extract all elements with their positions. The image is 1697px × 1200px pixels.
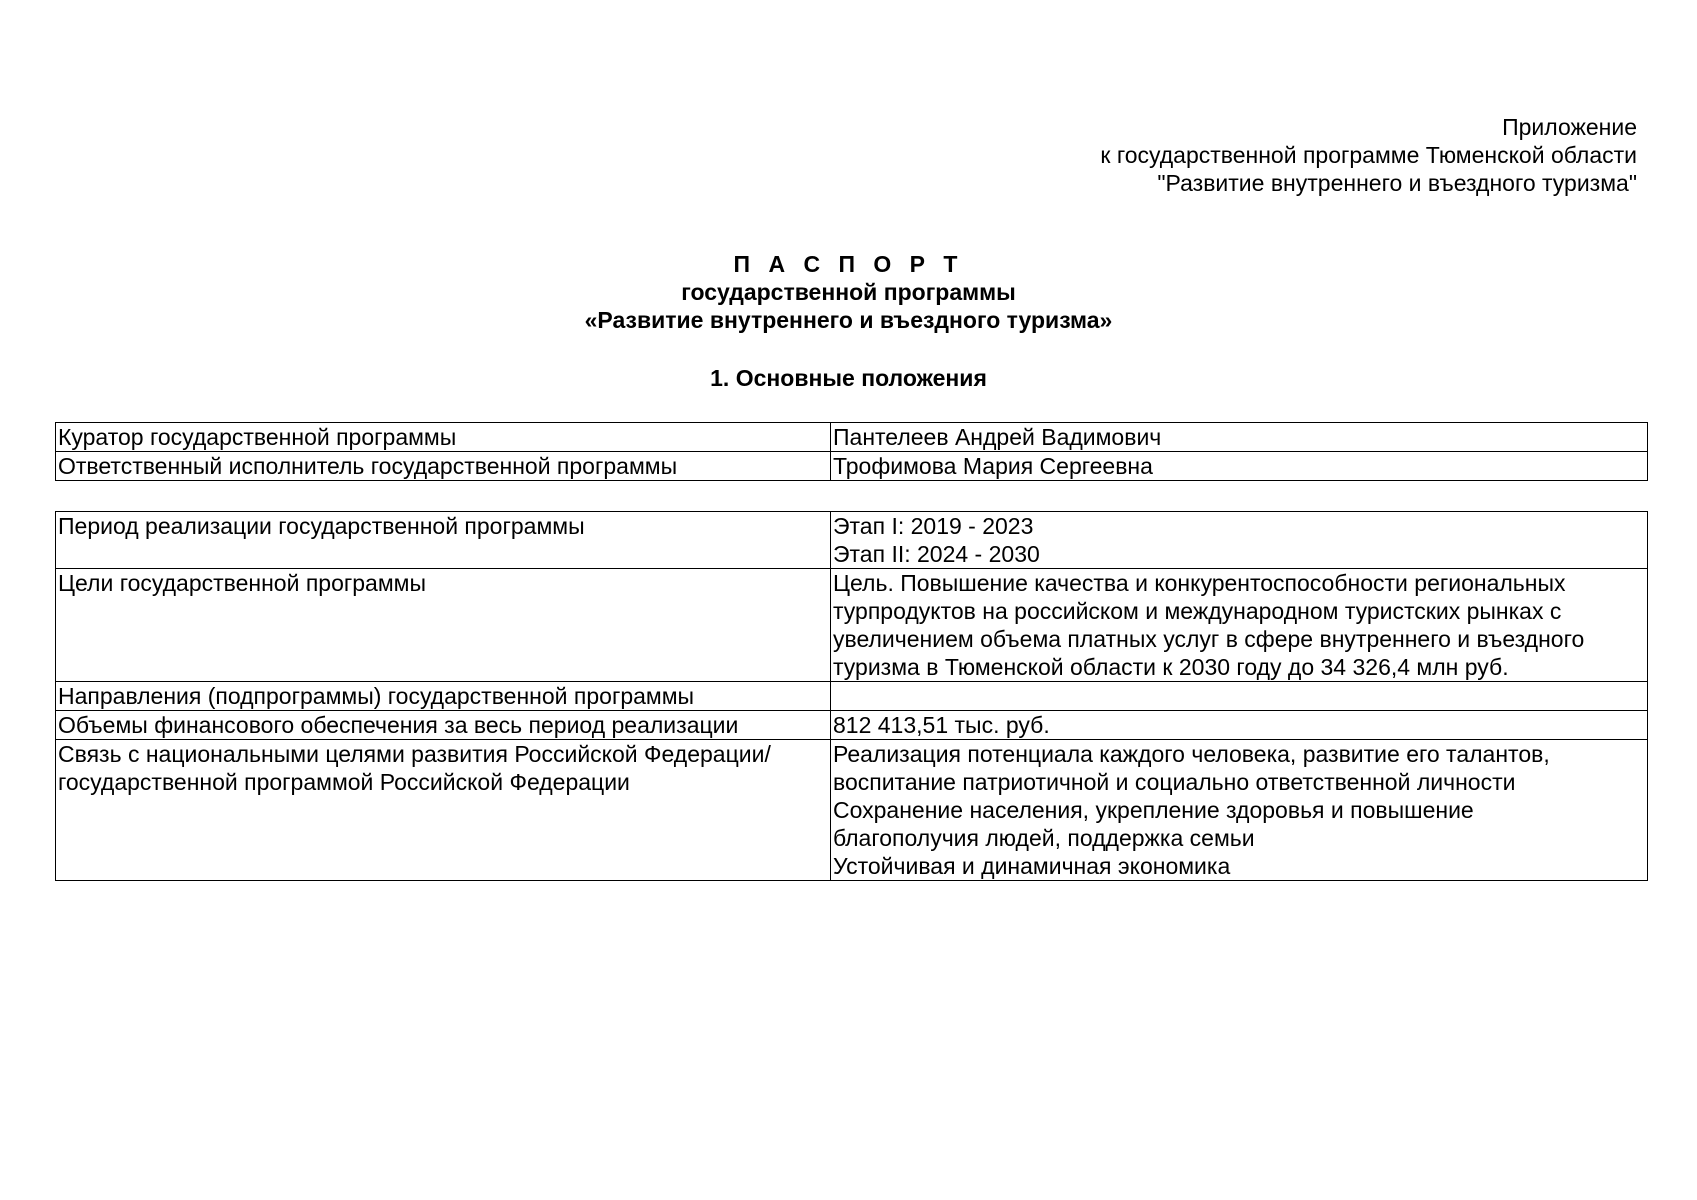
title-line-2: государственной программы — [681, 279, 1016, 305]
program-details-table — [55, 511, 1648, 881]
goals-value — [831, 569, 1648, 682]
executor-label: Ответственный исполнитель государственной программы — [56, 452, 831, 481]
responsible-persons-table — [55, 422, 1648, 481]
appendix-line-2: к государственной программе Тюменской области — [1100, 142, 1637, 168]
goals-label: Цели государственной программы — [56, 569, 831, 682]
national-goals-value-line: Устойчивая и динамичная экономика — [833, 853, 1231, 879]
funding-label: Объемы финансового обеспечения за весь период реализации — [56, 711, 831, 740]
title-line-1: П А С П О Р Т — [733, 251, 964, 277]
curator-label: Куратор государственной программы — [56, 423, 831, 452]
table-row — [56, 423, 1648, 452]
title-line-3: «Развитие внутреннего и въездного туризма» — [584, 307, 1113, 333]
national-goals-label-line: государственной программой Российской Федерации — [58, 769, 630, 795]
national-goals-value — [831, 740, 1648, 881]
national-goals-label — [56, 740, 831, 881]
table-row — [56, 711, 1648, 740]
directions-value — [831, 682, 1648, 711]
executor-value: Трофимова Мария Сергеевна — [831, 452, 1648, 481]
period-value — [831, 512, 1648, 569]
goals-line: Цель. Повышение качества и конкурентоспособности региональных — [833, 570, 1566, 596]
table-row — [56, 569, 1648, 682]
section-heading: 1. Основные положения — [710, 365, 987, 391]
national-goals-value-line: Сохранение населения, укрепление здоровья и повышение — [833, 797, 1474, 823]
table-row — [56, 740, 1648, 881]
national-goals-label-line: Связь с национальными целями развития Российской Федерации/ — [58, 741, 771, 767]
appendix-line-1: Приложение — [1502, 114, 1637, 140]
table-row — [56, 682, 1648, 711]
goals-line: увеличением объема платных услуг в сфере внутреннего и въездного — [833, 626, 1585, 652]
national-goals-value-line: воспитание патриотичной и социально ответственной личности — [833, 769, 1516, 795]
period-stage-1: Этап I: 2019 - 2023 — [833, 513, 1034, 539]
table-row — [56, 452, 1648, 481]
appendix-line-3: "Развитие внутреннего и въездного туризма" — [1157, 170, 1637, 196]
funding-value: 812 413,51 тыс. руб. — [831, 711, 1648, 740]
national-goals-value-line: Реализация потенциала каждого человека, развитие его талантов, — [833, 741, 1550, 767]
curator-value: Пантелеев Андрей Вадимович — [831, 423, 1648, 452]
period-stage-2: Этап II: 2024 - 2030 — [833, 541, 1040, 567]
period-label: Период реализации государственной программы — [56, 512, 831, 569]
appendix-note — [1100, 113, 1637, 197]
directions-label: Направления (подпрограммы) государственной программы — [56, 682, 831, 711]
table-row — [56, 512, 1648, 569]
goals-line: туризма в Тюменской области к 2030 году до 34 326,4 млн руб. — [833, 654, 1509, 680]
document-title — [0, 250, 1697, 334]
national-goals-value-line: благополучия людей, поддержка семьи — [833, 825, 1255, 851]
goals-line: турпродуктов на российском и международном туристских рынках с — [833, 598, 1562, 624]
